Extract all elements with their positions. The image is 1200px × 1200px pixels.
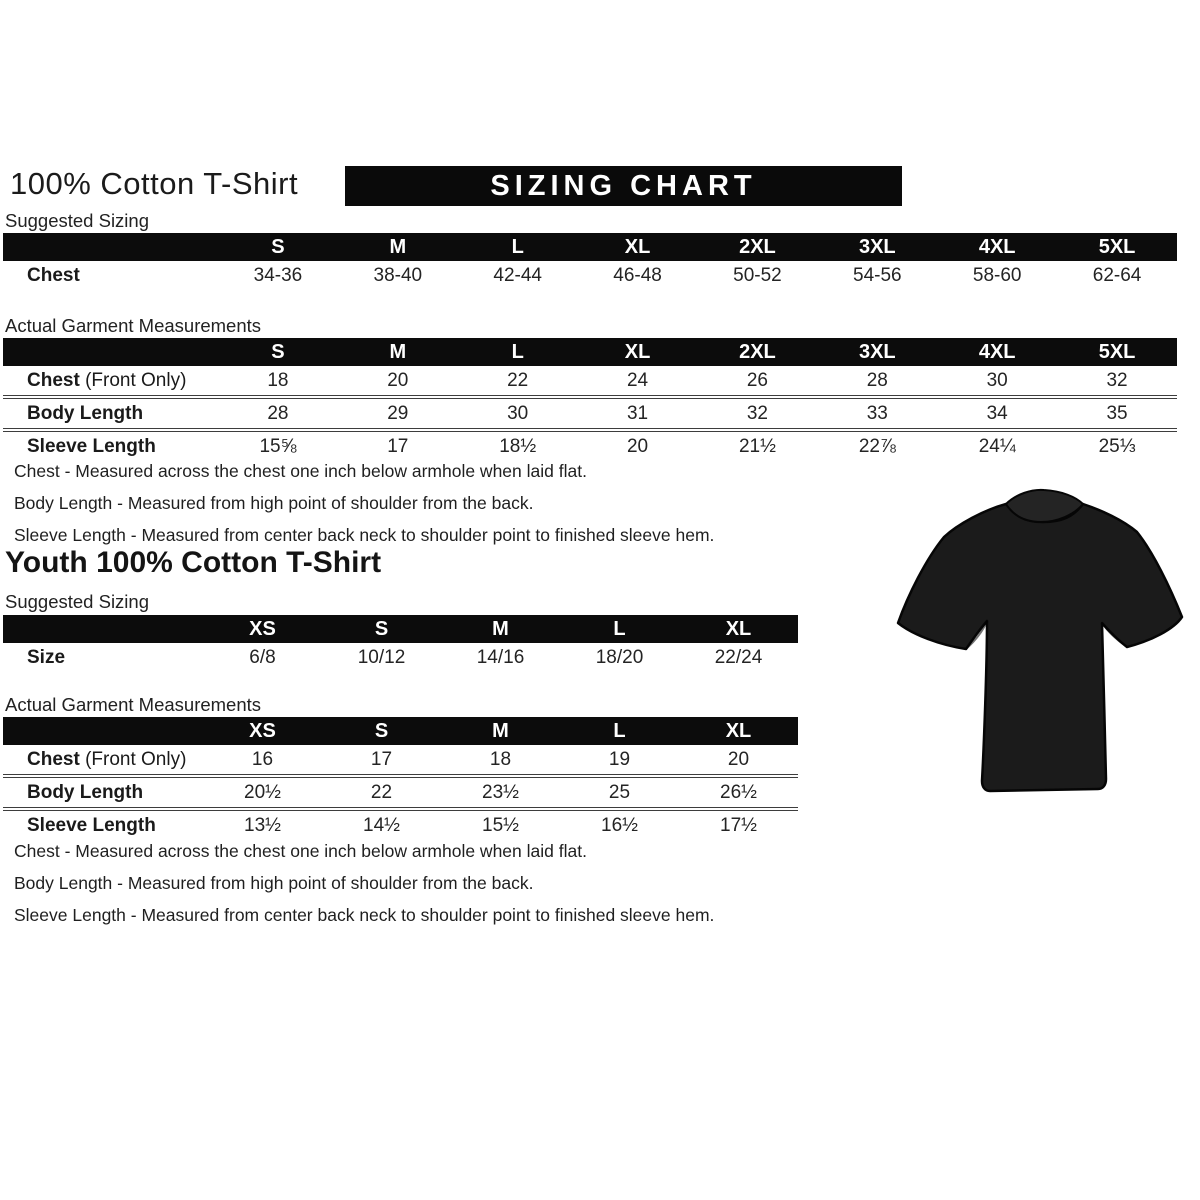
measurement-note-body-length: Body Length - Measured from high point of shoulder from the back.	[14, 493, 534, 513]
table-row	[3, 809, 798, 840]
table-cell: 24	[626, 369, 649, 391]
column-header-3xl: 3XL	[817, 233, 937, 261]
corner-cell	[3, 338, 218, 366]
size-header-row	[3, 615, 798, 643]
column-header-xl: XL	[679, 615, 798, 643]
adult-suggested-sizing-label: Suggested Sizing	[5, 210, 149, 231]
table-row	[3, 745, 798, 776]
table-cell: 50-52	[733, 264, 782, 286]
column-header-5xl: 5XL	[1057, 233, 1177, 261]
table-cell: 58-60	[972, 264, 1022, 286]
table-cell: 18	[489, 748, 512, 770]
table-row	[3, 643, 798, 672]
table-cell: 17	[338, 430, 458, 461]
column-header-l: L	[560, 615, 679, 643]
table-cell: 18/20	[595, 646, 644, 668]
table-cell: 14½	[322, 809, 441, 840]
table-cell: 15½	[441, 809, 560, 840]
tshirt-body-shape	[898, 504, 1182, 791]
table-cell: 28	[866, 369, 888, 391]
table-row	[3, 776, 798, 809]
table-cell: 26½	[679, 776, 798, 809]
column-header-2xl: 2XL	[698, 233, 818, 261]
adult-actual-measurements-label: Actual Garment Measurements	[5, 315, 262, 336]
table-row	[3, 261, 1177, 290]
table-cell: 19	[608, 748, 631, 770]
tshirt-photo	[886, 482, 1194, 814]
column-header-xl: XL	[578, 233, 698, 261]
column-header-s: S	[322, 717, 441, 745]
corner-cell	[3, 233, 218, 261]
row-label: Body Length	[3, 776, 203, 809]
size-header-row	[3, 233, 1177, 261]
adult-measurement-notes	[14, 461, 714, 557]
table-cell: 26	[746, 369, 768, 391]
measurement-note-body-length: Body Length - Measured from high point of shoulder from the back.	[14, 873, 534, 893]
column-header-m: M	[338, 338, 458, 366]
corner-cell	[3, 717, 203, 745]
table-cell: 46-48	[613, 264, 662, 286]
row-label: Chest (Front Only)	[27, 748, 187, 770]
table-cell: 20	[387, 369, 409, 391]
table-cell: 22/24	[714, 646, 763, 668]
row-label: Chest	[27, 264, 80, 286]
table-cell: 10/12	[357, 646, 406, 668]
table-cell: 18½	[458, 430, 578, 461]
youth-section-title: Youth 100% Cotton T-Shirt	[5, 546, 382, 579]
table-cell: 22	[507, 369, 529, 391]
table-cell: 28	[218, 397, 338, 430]
column-header-s: S	[218, 233, 338, 261]
row-label: Chest (Front Only)	[27, 369, 187, 391]
column-header-5xl: 5XL	[1057, 338, 1177, 366]
row-label: Sleeve Length	[3, 809, 203, 840]
table-row	[3, 430, 1177, 461]
size-header-row	[3, 717, 798, 745]
row-label: Size	[27, 646, 66, 668]
measurement-note-chest: Chest - Measured across the chest one inch below armhole when laid flat.	[14, 841, 587, 861]
column-header-xl: XL	[679, 717, 798, 745]
table-cell: 32	[698, 397, 818, 430]
table-cell: 20	[727, 748, 750, 770]
youth-suggested-sizing-label: Suggested Sizing	[5, 591, 149, 612]
youth-suggested-sizing-table	[3, 615, 798, 672]
table-cell: 21½	[698, 430, 818, 461]
page-title: 100% Cotton T-Shirt	[10, 166, 299, 201]
table-cell: 34-36	[253, 264, 303, 286]
table-cell: 15⅝	[218, 430, 338, 461]
table-cell: 38-40	[373, 264, 423, 286]
column-header-xl: XL	[578, 338, 698, 366]
column-header-2xl: 2XL	[698, 338, 818, 366]
table-cell: 17½	[679, 809, 798, 840]
table-cell: 16	[251, 748, 274, 770]
table-cell: 23½	[441, 776, 560, 809]
table-cell: 16½	[560, 809, 679, 840]
youth-actual-measurements-label: Actual Garment Measurements	[5, 694, 262, 715]
column-header-4xl: 4XL	[937, 233, 1057, 261]
table-cell: 54-56	[853, 264, 902, 286]
table-cell: 34	[937, 397, 1057, 430]
youth-measurement-notes	[14, 841, 714, 937]
table-row	[3, 366, 1177, 397]
table-row	[3, 397, 1177, 430]
table-cell: 62-64	[1092, 264, 1142, 286]
table-cell: 17	[370, 748, 393, 770]
row-label: Sleeve Length	[3, 430, 218, 461]
sizing-chart-banner-text: SIZING CHART	[490, 170, 757, 202]
column-header-3xl: 3XL	[817, 338, 937, 366]
size-header-row	[3, 338, 1177, 366]
table-cell: 35	[1057, 397, 1177, 430]
column-header-l: L	[458, 233, 578, 261]
measurement-note-chest: Chest - Measured across the chest one inch below armhole when laid flat.	[14, 461, 587, 481]
table-cell: 25	[560, 776, 679, 809]
column-header-l: L	[458, 338, 578, 366]
column-header-s: S	[322, 615, 441, 643]
table-cell: 30	[458, 397, 578, 430]
table-cell: 31	[578, 397, 698, 430]
table-cell: 20½	[203, 776, 322, 809]
table-cell: 24¼	[937, 430, 1057, 461]
adult-suggested-sizing-table	[3, 233, 1177, 290]
column-header-4xl: 4XL	[937, 338, 1057, 366]
table-cell: 33	[817, 397, 937, 430]
table-cell: 6/8	[249, 646, 276, 668]
table-cell: 30	[986, 369, 1008, 391]
row-label: Body Length	[3, 397, 218, 430]
column-header-s: S	[218, 338, 338, 366]
column-header-l: L	[560, 717, 679, 745]
table-cell: 22⅞	[817, 430, 937, 461]
table-cell: 13½	[203, 809, 322, 840]
table-cell: 20	[578, 430, 698, 461]
sizing-chart-banner	[345, 166, 902, 206]
measurement-note-sleeve-length: Sleeve Length - Measured from center back neck to shoulder point to finished sleeve hem.	[14, 905, 715, 925]
column-header-xs: XS	[203, 615, 322, 643]
column-header-m: M	[338, 233, 458, 261]
adult-actual-measurements-table	[3, 338, 1177, 461]
youth-actual-measurements-table	[3, 717, 798, 840]
table-cell: 14/16	[476, 646, 525, 668]
table-cell: 22	[322, 776, 441, 809]
table-cell: 42-44	[493, 264, 542, 286]
column-header-m: M	[441, 717, 560, 745]
measurement-note-sleeve-length: Sleeve Length - Measured from center back neck to shoulder point to finished sleeve hem.	[14, 525, 715, 545]
column-header-m: M	[441, 615, 560, 643]
column-header-xs: XS	[203, 717, 322, 745]
table-cell: 29	[338, 397, 458, 430]
table-cell: 32	[1106, 369, 1128, 391]
table-cell: 25⅓	[1057, 430, 1177, 461]
table-cell: 18	[267, 369, 289, 391]
corner-cell	[3, 615, 203, 643]
